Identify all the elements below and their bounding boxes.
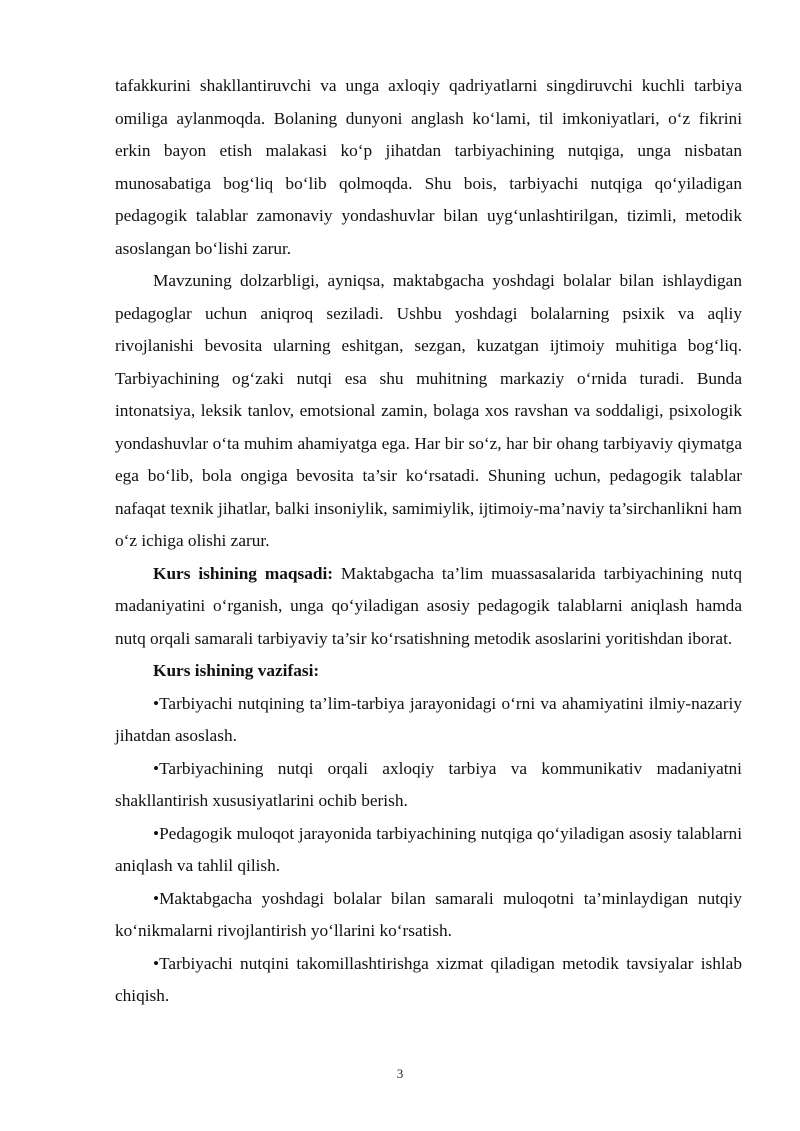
task-item-1 bbox=[115, 688, 742, 753]
bullet-icon: • bbox=[153, 888, 160, 908]
bullet-icon: • bbox=[153, 693, 160, 713]
task-item-4 bbox=[115, 883, 742, 948]
goal-text: Maktabgacha ta’lim muassasalarida tarbiyachining nutq madaniyatini o‘rganish, unga qo‘yiladigan asosiy pedagogik talablarni aniqlash hamda nutq orqali samarali tarbiyaviy ta’sir ko‘rsatishning metodik asoslarini yoritishdan iborat. bbox=[115, 563, 742, 648]
task-text: Maktabgacha yoshdagi bolalar bilan samarali muloqotni ta’minlaydigan nutqiy ko‘nikmalarni rivojlantirish yo‘llarini ko‘rsatish. bbox=[115, 888, 742, 940]
task-item-2 bbox=[115, 753, 742, 818]
bullet-icon: • bbox=[153, 823, 160, 843]
task-item-5 bbox=[115, 948, 742, 1013]
task-text: Tarbiyachi nutqining ta’lim-tarbiya jarayonidagi o‘rni va ahamiyatini ilmiy-nazariy jihatdan asoslash. bbox=[115, 693, 742, 745]
task-text: Tarbiyachining nutqi orqali axloqiy tarbiya va kommunikativ madaniyatni shakllantirish xususiyatlarini ochib berish. bbox=[115, 758, 742, 810]
page-number: 3 bbox=[396, 1066, 404, 1081]
task-item-3 bbox=[115, 818, 742, 883]
task-text: Pedagogik muloqot jarayonida tarbiyachining nutqiga qo‘yiladigan asosiy talablarni aniqlash va tahlil qilish. bbox=[115, 823, 742, 875]
paragraph-intro-continued: tafakkurini shakllantiruvchi va unga axloqiy qadriyatlarni singdiruvchi kuchli tarbiya omiliga aylanmoqda. Bolaning dunyoni anglash ko‘lami, til imkoniyatlari, o‘z fikrini erkin bayon etish malakasi ko‘p jihatdan tarbiyachining nutqiga, unga nisbatan munosabatiga bog‘liq bo‘lib qolmoqda. Shu bois, tarbiyachi nutqiga qo‘yiladigan pedagogik talablar zamonaviy yondashuvlar bilan uyg‘unlashtirilgan, tizimli, metodik asoslangan bo‘lishi zarur. bbox=[115, 76, 742, 258]
paragraph-relevance: Mavzuning dolzarbligi, ayniqsa, maktabgacha yoshdagi bolalar bilan ishlaydigan pedagoglar uchun aniqroq seziladi. Ushbu yoshdagi bolalarning psixik va aqliy rivojlanishi bevosita ularning eshitgan, sezgan, kuzatgan ijtimoiy muhitiga bog‘liq. Tarbiyachining og‘zaki nutqi esa shu muhitning markaziy o‘rnida turadi. Bunda intonatsiya, leksik tanlov, emotsional zamin, bolaga xos ravshan va soddaligi, psixologik yondashuvlar o‘ta muhim ahamiyatga ega. Har bir so‘z, har bir ohang tarbiyaviy qiymatga ega bo‘lib, bola ongiga bevosita ta’sir ko‘rsatadi. Shuning uchun, pedagogik talablar nafaqat texnik jihatlar, balki insoniylik, samimiylik, ijtimoiy-ma’naviy ta’sirchanlikni ham o‘z ichiga olishi zarur. bbox=[115, 271, 742, 550]
tasks-heading: Kurs ishining vazifasi: bbox=[153, 661, 320, 680]
page-body bbox=[115, 70, 742, 1013]
goal-heading: Kurs ishining maqsadi: bbox=[153, 563, 334, 583]
bullet-icon: • bbox=[153, 758, 160, 778]
task-text: Tarbiyachi nutqini takomillashtirishga xizmat qiladigan metodik tavsiyalar ishlab chiqish. bbox=[115, 953, 742, 1005]
bullet-icon: • bbox=[153, 953, 160, 973]
paragraph-goal bbox=[115, 558, 742, 656]
